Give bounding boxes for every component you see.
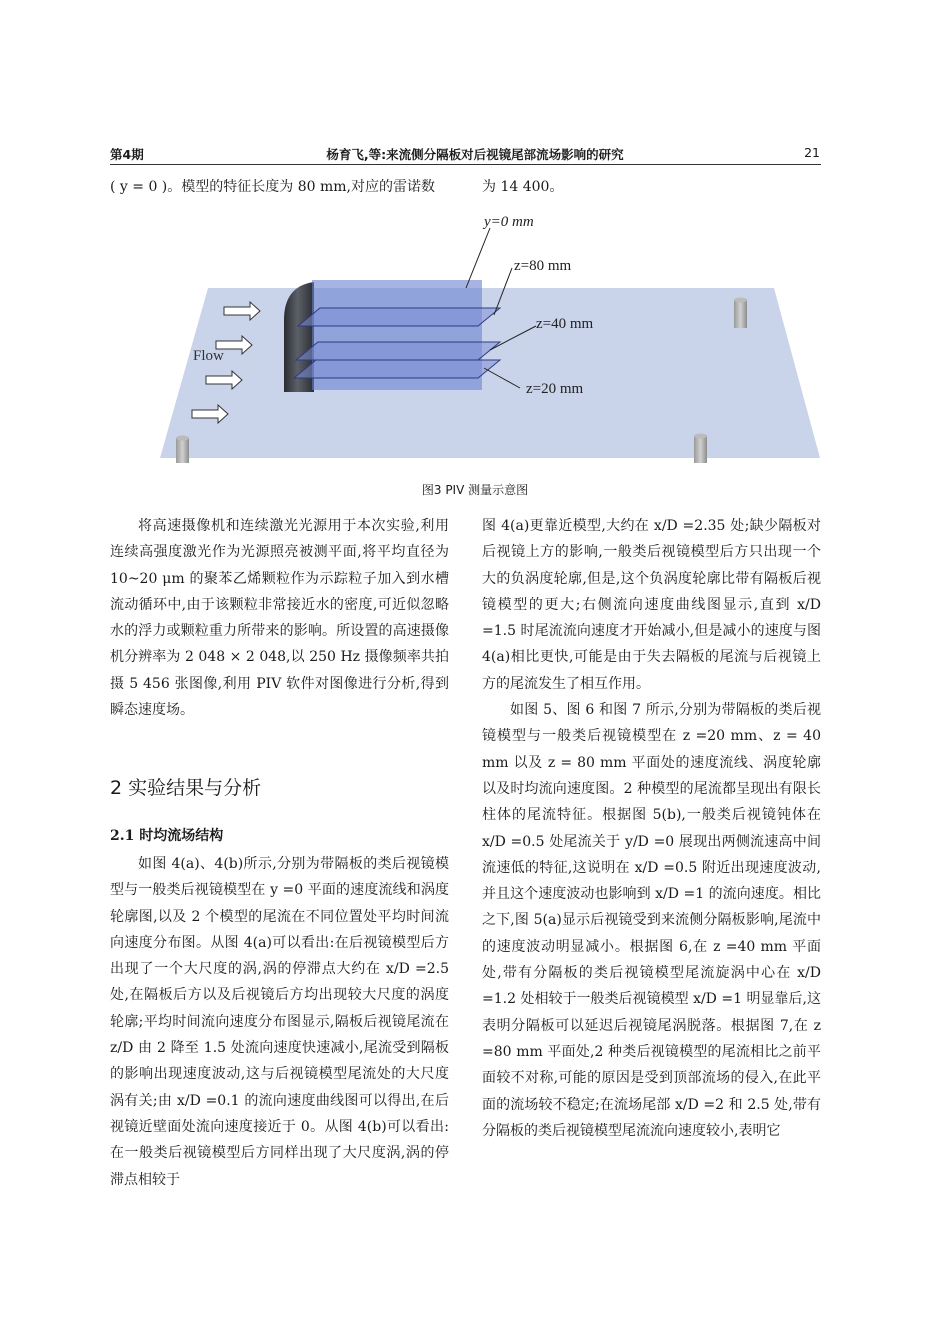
issue-number: 第4期	[110, 147, 144, 162]
label-y0: y=0 mm	[484, 214, 534, 230]
left-column-bottom	[110, 851, 449, 1193]
support-post	[694, 434, 707, 464]
subsection-heading: 2.1 时均流场结构	[110, 828, 224, 844]
paragraph: 如图 5、图 6 和图 7 所示,分别为带隔板的类后视镜模型与一般类后视镜模型在 z =20 mm、z = 40 mm 以及 z = 80 mm 平面处的速度流线、涡度轮廓以及时均流向速度图。2 种模型的尾流都呈现出有限长柱体的尾流特征。根据图 5(b),一般类后视镜钝体在 x/D =0.5 处尾流关于 y/D =0 展现出两侧流速高中间流速低的特征,这说明在 x/D =0.5 附近出现速度波动,并且这个速度波动也影响到 x/D =1 的流向速度。相比之下,图 5(a)显示后视镜受到来流侧分隔板影响,尾流中的速度波动明显减小。根据图 6,在 z =40 mm 平面处,带有分隔板的类后视镜模型尾流旋涡中心在 x/D =1.2 处相较于一般类后视镜模型 x/D =1 明显靠后,这表明分隔板可以延迟后视镜尾涡脱落。根据图 7,在 z =80 mm 平面处,2 种类后视镜模型的尾流相比之前平面较不对称,可能的原因是受到顶部流场的侵入,在此平面的流场较不稳定;在流场尾部 x/D =2 和 2.5 处,带有分隔板的类后视镜模型尾流流向速度较小,表明它	[482, 702, 821, 1139]
laser-sheet-z20	[294, 360, 500, 378]
flow-label: Flow	[193, 348, 224, 364]
page-number: 21	[804, 145, 820, 160]
top-right-line: 为 14 400。	[482, 179, 564, 195]
figure-caption: 图3 PIV 测量示意图	[421, 483, 529, 497]
paragraph: 将高速摄像机和连续激光光源用于本次实验,利用连续高强度激光作为光源照亮被测平面,将平均直径为 10~20 μm 的聚苯乙烯颗粒作为示踪粒子加入到水槽流动循环中,由于该颗粒非常接近水的密度,可近似忽略水的浮力或颗粒重力所带来的影响。所设置的高速摄像机分辨率为 2 048 × 2 048,以 250 Hz 摄像频率共拍摄 5 456 张图像,利用 PIV 软件对图像进行分析,得到瞬态速度场。	[110, 518, 449, 719]
leader-line	[466, 228, 490, 288]
paragraph: 图 4(a)更靠近模型,大约在 x/D =2.35 处;缺少隔板对后视镜上方的影响,一般类后视镜模型后方只出现一个大的负涡度轮廓,但是,这个负涡度轮廓比带有隔板后视镜模型的更大;右侧流向速度曲线图显示,直到 x/D =1.5 时尾流流向速度才开始减小,但是减小的速度与图 4(a)相比更快,可能是由于失去隔板的尾流与后视镜上方的尾流发生了相互作用。	[482, 518, 821, 692]
header-rule	[110, 164, 821, 165]
running-title: 杨育飞,等:来流侧分隔板对后视镜尾部流场影响的研究	[326, 147, 624, 162]
left-column-top	[110, 513, 449, 723]
section-heading: 2 实验结果与分析	[110, 777, 262, 799]
laser-sheet-z40	[296, 342, 500, 360]
label-z40: z=40 mm	[536, 316, 594, 332]
paragraph: 如图 4(a)、4(b)所示,分别为带隔板的类后视镜模型与一般类后视镜模型在 y =0 平面的速度流线和涡度轮廓图,以及 2 个模型的尾流在不同位置处平均时间流向速度分布图。从图 4(a)可以看出:在后视镜模型后方出现了一个大尺度的涡,涡的停滞点大约在 x/D =2.5 处,在隔板后方以及后视镜后方均出现较大尺度的涡度轮廓;平均时间流向速度分布图显示,隔板后视镜尾流在 z/D 由 2 降至 1.5 处流向速度快速减小,尾流受到隔板的影响出现速度波动,这与后视镜模型尾流处的大尺度涡有关;由 x/D =0.1 的流向速度曲线图可以得出,在后视镜近壁面处流向速度接近于 0。从图 4(b)可以看出:在一般类后视镜模型后方同样出现了大尺度涡,涡的停滞点相较于	[110, 856, 449, 1188]
top-left-line: ( y = 0 )。模型的特征长度为 80 mm,对应的雷诺数	[110, 179, 435, 195]
label-z20: z=20 mm	[526, 381, 584, 397]
right-column	[482, 513, 821, 1144]
support-post	[176, 436, 189, 464]
piv-figure	[0, 200, 950, 475]
laser-sheet-z80	[298, 308, 500, 326]
label-z80: z=80 mm	[514, 258, 572, 274]
support-post	[734, 298, 747, 329]
